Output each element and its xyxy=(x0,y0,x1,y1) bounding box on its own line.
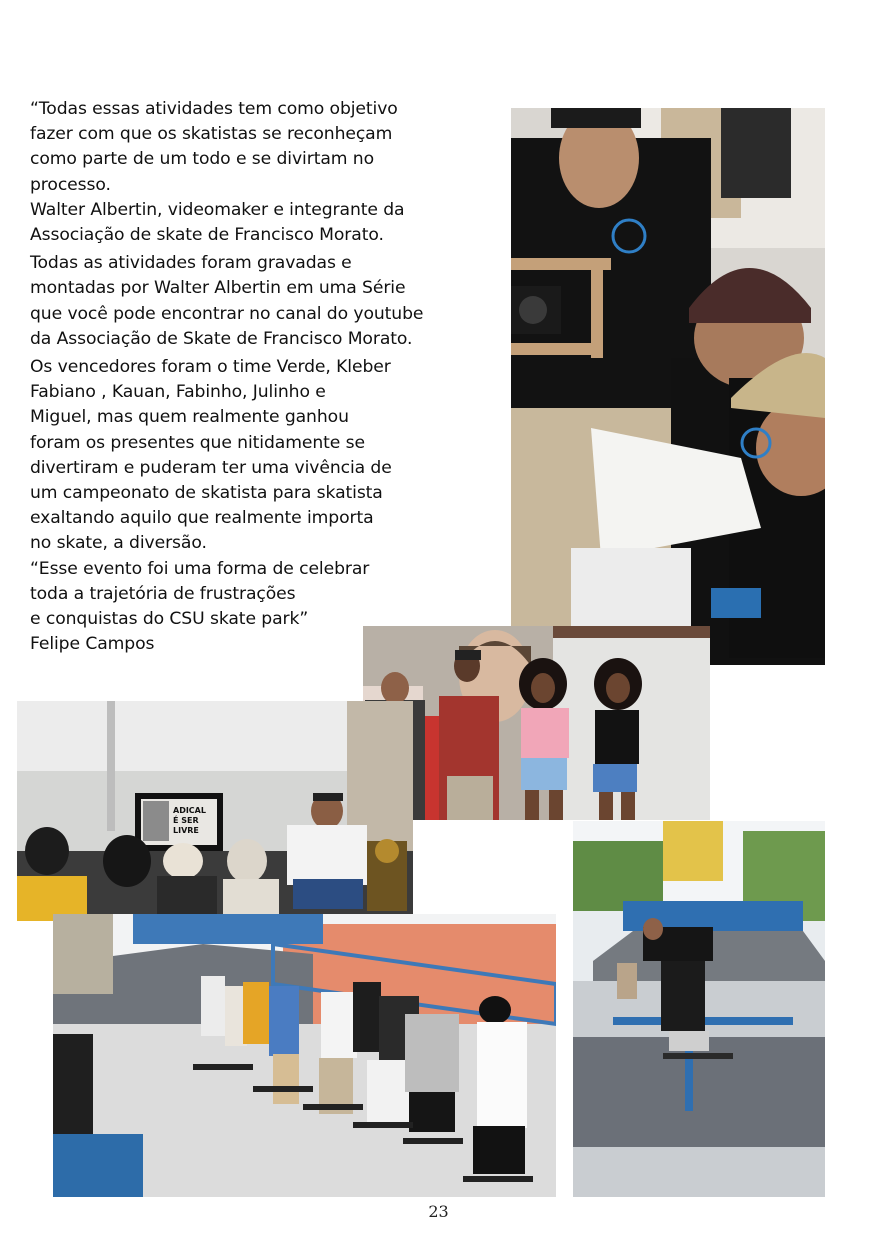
article-text xyxy=(30,97,450,657)
photo-skaters-line xyxy=(53,914,556,1197)
tv-screen-text: ADICAL É SER LIVRE xyxy=(173,806,206,835)
photo-group-mural xyxy=(363,626,710,820)
paragraph-quote-walter: “Todas essas atividades tem como objetivo fazer com que os skatistas se reconheçam como parte de um todo e se divirtam no processo. Walter Albertin, videomaker e integrante da Associação de skate de Francisco Morato. xyxy=(30,99,405,246)
paragraph-recording: Todas as atividades foram gravadas e montadas por Walter Albertin em uma Série que você pode encontrar no canal do youtube da Associação de Skate de Francisco Morato. xyxy=(30,253,424,349)
page-number: 23 xyxy=(428,1202,449,1221)
photo-presentation-tv xyxy=(17,701,413,921)
photo-videomaker-camera xyxy=(511,108,825,665)
paragraph-winners: Os vencedores foram o time Verde, Kleber Fabiano , Kauan, Fabinho, Julinho e Miguel, mas quem realmente ganhou foram os presentes que nitidamente se divertiram e puderam ter uma vivência de um campeonato de skatista para skatista exaltando aquilo que realmente importa no skate, a diversão. “Esse evento foi uma forma de celebrar toda a trajetória de frustrações e conquistas do CSU skate park” Felipe Campos xyxy=(30,357,392,655)
photo-skater-rail xyxy=(573,821,825,1197)
